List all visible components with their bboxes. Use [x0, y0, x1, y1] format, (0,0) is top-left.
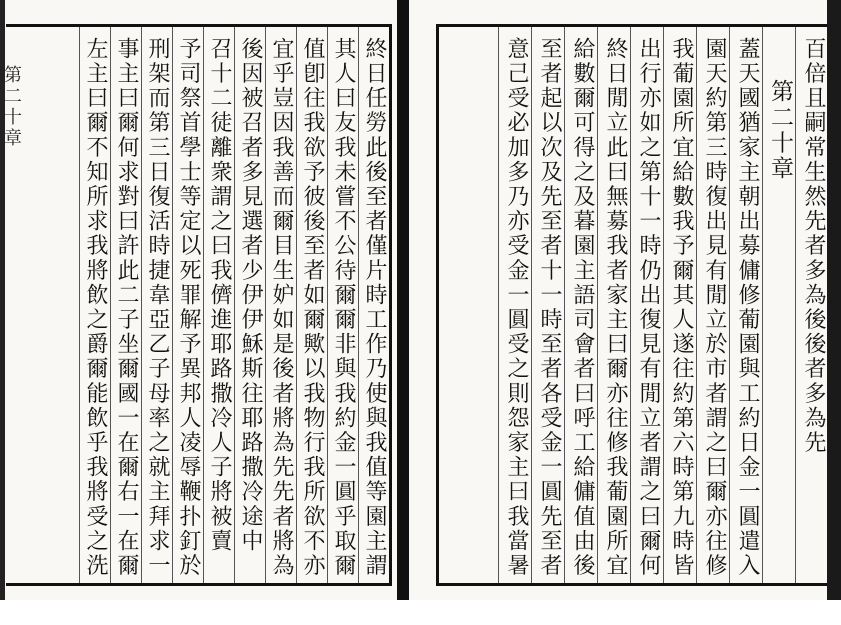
right-edge: [827, 0, 841, 600]
right-page: [436, 24, 828, 586]
text-column: 百倍且嗣常生然先者多為後後者多為先: [795, 27, 828, 583]
chapter-margin-strip: 第二十章: [1, 65, 22, 149]
text-column: 刑架而第三日復活時捷韋亞乙子母率之就主拜求一: [141, 27, 172, 583]
text-column: 我葡園所宜給數我予爾其人遂往約第六時第九時皆: [663, 27, 696, 583]
left-page: [1, 24, 392, 586]
text-column: 終日任勞此後至者僅片時工作乃使與我值等園主謂: [358, 27, 389, 583]
left-page-columns: [6, 27, 389, 583]
text-column: 宜乎豈因我善而爾目生妒如是後者將為先先者將為: [265, 27, 296, 583]
text-column: 出行亦如之第十一時仍出復見有閒立者謂之曰爾何: [630, 27, 663, 583]
chapter-heading: 第二十章: [762, 27, 795, 583]
right-page-columns: [439, 27, 828, 583]
text-column: 給數爾可得之及暮園主語司會者曰呼工給傭值由後: [564, 27, 597, 583]
text-column: 園天約第三時復出見有閒立於市者謂之曰爾亦往修: [696, 27, 729, 583]
text-column: 後因被召者多見選者少伊伊穌斯往耶路撒冷途中: [234, 27, 265, 583]
text-column: 終日閒立此曰無募我者家主曰爾亦往修我葡園所宜: [597, 27, 630, 583]
text-column: 值卽往我欲予彼後至者如爾歟以我物行我所欲不亦: [296, 27, 327, 583]
text-column: 召十二徒離衆謂之曰我儕進耶路撒冷人子將被賣: [203, 27, 234, 583]
text-column: 事主曰爾何求對曰許此二子坐爾國一在爾右一在爾: [110, 27, 141, 583]
text-column: 蓋天國猶家主朝出募傭修葡園與工約日金一圓遣入: [729, 27, 762, 583]
text-column: 其人曰友我未嘗不公待爾爾非與我約金一圓乎取爾: [327, 27, 358, 583]
book-gutter: [397, 0, 409, 600]
text-column: 至者起以次及先至者十一時至者各受金一圓先至者: [531, 27, 564, 583]
text-column: 左主曰爾不知所求我將飲之爵爾能飲乎我將受之洗: [79, 27, 110, 583]
text-column: 予司祭首學士等定以死罪解予異邦人凌辱鞭扑釘於: [172, 27, 203, 583]
text-column: 意己受必加多乃亦受金一圓受之則怨家主曰我當暑: [498, 27, 531, 583]
